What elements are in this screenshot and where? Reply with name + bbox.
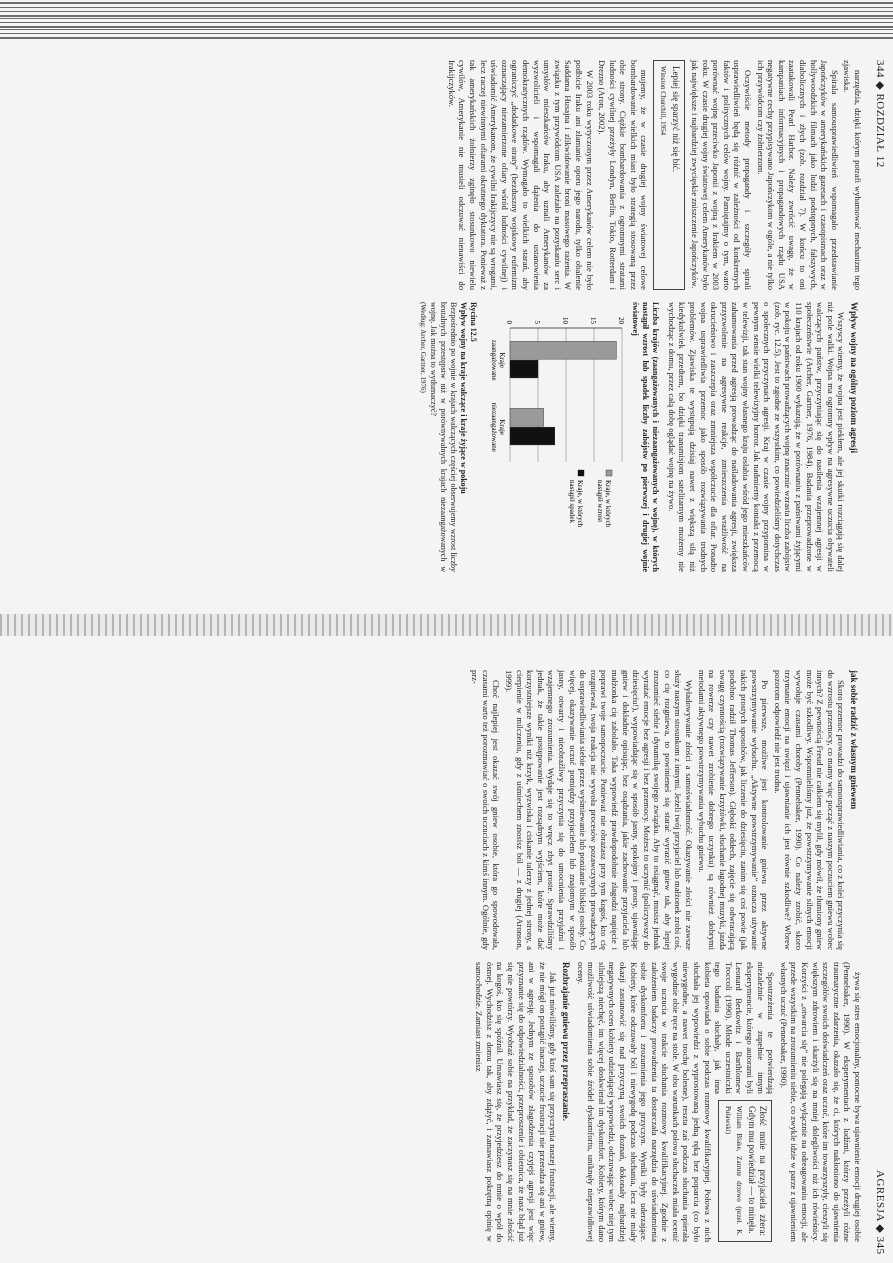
paragraph: mujemy, że w czasie drugiej wojny światowej celowe bombardowanie wielkich miast było strategią stosowaną przez obie strony. Ciężkie bombardowania z ogromnymi stratami ludności cywilnej przeżyły Londyn, Berlin, Tokio, Rotterdam i Drezno (Aron, 2002). [597,60,650,290]
scan-stripe [0,29,893,30]
scan-stripe [0,7,893,8]
legend-label: Kraje, w których [604,480,613,528]
epigraph-box [718,1100,772,1242]
figure-subtitle: Wpływ wojny na kraje walczące i kraje żyjące w pokoju [458,302,468,494]
paragraph: Spostrzeżenia te potwierdzają niezależnie w zupełnie innym eksperymencie, którego autorami byli Leonard Berkowitz i Barthlomew Troccoli (1990). Młode uczestniczki tego badania słuchały, jak inna kobieta opowiada o sobie podczas rozmowy kwalifikacyjnej. Połowa z nich słuchała jej wypowiedzi z wyprostowaną jedną ręką bez poparcia (co było niewygodne, a nawet trochę bolesne), reszta zaś podczas słuchania opierała wygodnie obie ręce na stole. W obu warunkach połowa słuchaczek miała ocenić swoje uczucia w trakcie słuchania rozmowy kwalifikacyjnej. Zgodnie z założeniem badaczy prowadzenia ta dostarczała narzędzia do uświadomienia sobie dyskomfortu i zrozumienia jego przyczyn. Wyniki były uderzające. Kobiety, które odczuwały ból i niewygodę podczas słuchania, lecz nie miały okazji zastanowić się nad przyczyną swoich doznań, dokonały najbardziej negatywnych ocen kobiety udzielającej wypowiedzi, odczuwając wobec niej tym silniejszą niechęć, im więcej doskwierał im dyskomfort. Kobiety, którym dano możliwość uświadomienia sobie źródeł dyskomfortu, uniknęły nieprawidłowej oceny. [575,962,777,1242]
bar [510,360,538,378]
legend-label: nastąpił wzrost [596,480,605,523]
column-2 [418,302,863,572]
y-tick-label: 5 [533,320,542,324]
paragraph: Wszyscy wiemy, że wojna jest piekłem, ale jej skutki rozciągają się dalej niż pole walki. Wojna ma ogromny wpływ na agresywne uczucia obywateli walczących państw, przyczyniając się do nasilenia wzajemnej agresji w społeczeństwie (Archer, Gartner, 1976, 1984). Badania przeprowadzone w 110 krajach od roku 1900 wykazują, że w porównaniu z państwami żyjącymi w pokoju w państwach prowadzących wojnę znacznie wzrasta liczba zabójstw (zob. ryc. 12.5). Jest to zgodne ze wszystkim, co powiedzieliśmy dotychczas o społecznych przyczynach agresji. Kraj w czasie wojny przypomina w pewnym sensie wielki telewizyjny horror. Jak nadmierny kontakt z przemocą w telewizji, tak stan wojny własnego kraju osłabia wśród jego mieszkańców zahamowania przed agresją prowadząc do naśladowania agresji, zwiększa przyzwolenie na agresywne reakcje, zmieszczenia wrażliwość na okrucieństwo i zaszczepia oraz zmniejsza współczucie dla ofiar. Ponadto wojna usprawiedliwia przemoc jako sposób rozwiązywania trudnych problemów. Zjawiska te występują dzisiaj nawet z większą siłą niż kiedykolwiek przedtem, bo dzięki transmisjom satelitarnym możemy nie wychodząc z domu, przez całą dobę oglądać wojnę na żywo. [666,302,847,572]
paragraph: Choć najlepiej jest okazać swój gniew osobie, która go spowodowała, czasami warto też porozmawiać o swoich uczuciach z kimś innym. Ogólnie, gdy prz- [470,670,502,950]
y-tick-label: 20 [617,317,626,324]
scan-stripe [0,11,893,12]
scan-stripe [0,22,893,23]
running-header: AGRESJA ◆ 345 [874,1170,886,1255]
book-gutter [0,614,893,636]
paragraph: W 2003 roku wytyczonym przez Amerykanów celem nie było podbicie Iraku ani złamanie oporu jego narodu, tylko obalenie Saddama Husajna i zlikwidowanie broni masowego rażenia. W związku z tym przywódcom USA zależało na pozyskaniu serc i umysłów mieszkańców Iraku, aby uznali Amerykanów za wyzwolicieli i wspomagali dążenia do ustanowienia demokratycznych rządów. Wymagało to wielkich starań, aby ograniczyć „dodatkowe straty” (bezduszny wojskowy eufemizm oznaczający niezamierzone ofiary wśród ludności cywilnej) i uświadomić Amerykanom, że cywilni Irakijczycy nie są wrogami, lecz raczej niewinnymi ofiarami okrutnego dyktatora. Ponieważ z tak amerykańskich żołnierzy zginęło stosunkowo niewielu cywilów, Amerykanie nie musieli odczuwać nienawiści do Irakijczyków. [446,60,595,290]
x-tick-label: niezaangażowane [490,402,499,452]
section-heading: jak sobie radzić z własnym gniewem [849,670,859,810]
paragraph: Wyładowywanie złości a samoświadomość. Okazywanie złości nie zawsze służy naszym stosunkom z innymi. Jeżeli twój przyjaciel lub małżonek zrobi coś, co cię rozgniewa, to powinieneś się starać wyrazić gniew tak, aby lepiej zrozumieć siebie i dynamikę swojego związku. Aby to osiągnąć, musisz jednak wyrażać emocje bez agresji i bez przemocy. Możesz to uczynić (policzywszy do dziesięciu!), wypowiadając się w sposób jasny, spokojny i prosty, ujawniając gniew i dokładnie opisując, bez osądzania, jakie zachowanie przyjaciela lub małżonka cię zabolało. Taka wypowiedź prawdopodobnie złagodzi napięcie i poprawi twoje samopoczucie. Ponieważ nie obrażasz przy tym kogoś, kto cię rozgniewał, twoja reakcja nie wywoła procesów pozawczynych prowadzących do usprawiedliwiania siebie przez wyśmiewanie lub poniżanie bliskiej osoby. Co więcej, okazywanie uczuć pomiędzy przyjacielem lub znajomym w sposób jasny, otwarty i nieobraźliwy przyczynia się do umocnienia przyjaźni i wzajemnego zrozumienia. Wydaje się to wręcz zbyt proste. Sprawdziliśmy jednak, że takie postępowanie jest rozsądnym wyjściem, które może dać korzystniejsze wyniki niż krzyk, wyzwiska i ciskanie talerzy z jednej strony, a cierpienie w milczeniu, gdy z uśmiechem znosisz ból — z drugiej (Aronson, 1999). [504,670,695,950]
y-tick-label: 10 [561,317,570,324]
epigraph-source: Winston Churchill, 1954 [659,66,668,136]
bar-chart [480,302,630,572]
bar [510,427,555,445]
scan-stripe [0,37,893,39]
x-tick-label: Kraje [498,419,507,435]
scan-stripe [0,18,893,19]
epigraph-source: William Blake, Zatrute drzewo (przeł. K. Puławski) [724,1106,744,1236]
paragraph: Oczywiście metody propagandy i szczegóły spirali usprawiedliwień będą się różnić w zależności od konkretnych faktów i politycznych celów wojny. Pamiętajmy o tym, warto porównać wojnę przeciwko Japonii z wojną z Irakiem w 2003 roku. W czasie drugiej wojny światowej celem Amerykanów było jak największe i najbardziej zwycięskie zniszczenie Japończyków. [690,60,754,290]
section-heading: Rozbrajanie gniewu przez przepraszanie. [560,962,571,1121]
scan-stripe [0,26,893,28]
epigraph-text: Złość mnie na przyjaciela zżera: Gdym mu powiedział — to minęła. [747,1106,769,1236]
bar [510,408,544,426]
legend-swatch [606,470,612,476]
page-344 [0,40,893,600]
x-tick-label: zaangażowane [490,339,499,381]
scan-stripe [0,33,893,34]
legend-label: Kraje, w których [576,480,585,528]
figure-body: Bezpośrednio po wojnie w krajach walczących częściej obserwujemy wzrost liczby brutalnych przestępstw niż w porównywalnych krajach niezaangażowanych w wojnę. Jak można to wytłumaczyć? [428,302,458,572]
running-header: 344 ◆ ROZDZIAŁ 12 [874,60,886,168]
figure-title: Liczba krajów (zaangażowanych i niezaangażowanych w wojnę), w których nastąpił wzrost lub spadek liczby zabójstw po pierwszej i drugiej wojnie światowej [631,302,661,572]
bar [510,341,616,359]
x-tick-label: Kraje [498,352,507,368]
scan-stripe [0,15,893,17]
section-heading: Wpływ wojny na ogólny poziom agresji [849,302,859,454]
paragraph: Jak już mówiliśmy, gdy ktoś sam się przyczynia naszej frustracji, ale wiemy, że nie mógł on postąpić inaczej, uczucie frustracji nie przeradza się ani w gniew, ani w agresję. Jednym ze sposobów złagodzenia czyjejś agresji jest więc przyznanie się do odpowiedzialności, przeproszenie i obietnica, że nasz błąd już się nie powtórzy. Wyobraź sobie na przykład, że zaczynasz się na mnie złościć na kogoś, kto się spóźnił. Umawiasz się, że przyjedziesz do mnie o wpół do ósmej. Wychodzisz z domu tak, aby zdążyć, i zamawiasz pokrętną opinię w samochodzie. Zamiast zmienisz [474,962,559,1242]
paragraph: Spirala samousprawiedliwień wspomagało przedstawianie Japończyków w amerykańskich gazetach i czasopismach oraz w hollywoodzkich filmach jako ludzi podstępnych, fałszywych, diabolicznych i złych (zob. rozdział 7). W końcu to oni zaatakowali Pearl Harbor. Należy zwrócić uwagę, że w kampaniach informacyjnych i propagandowych rządu USA negatywne cechy przypisywano Japończykom w ogóle, a nie tylko ich przywódcom czy żołnierzom. [755,60,840,290]
legend-swatch [578,470,584,476]
y-tick-label: 0 [505,320,514,324]
paragraph: Po pierwsze, możliwe jest kontrolowanie gniewu przez aktywne powstrzymywanie wybuchu. „Aktywne powstrzymywanie” oznacza używanie takich prostych sposobów, jak liczenie do dziesięciu, zanim się coś powie (jak podobno radził Thomas Jefferson). Głęboki oddech, zajęcie się odwracającą uwagę czynnością (rozwiązywanie krzyżówki, słuchanie łagodnej muzyki, jazda na rowerze czy nawet zrobienie dobrego uczynku) są również dobrymi metodami aktywnego powstrzymywania wybuchu gniewu. [696,670,771,950]
y-tick-label: 15 [589,317,598,324]
scan-stripe [0,2,893,4]
epigraph-box [654,60,686,290]
paragraph: Skoro przemoc prowadzi do samousprawiedliwiania, co z kolei przyczynia się do wzrostu przemocy, co mamy więc począć z naszym poczuciem gniewu wobec innych? Z pewnością Freud nie całkiem się mylił, gdy mówił, że tłumiony gniew może być szkodliwy. Wspomnieliśmy już, że powstrzymywanie silnych emocji wywołuje czasami choroby (Pennebaker, 1990). Co należy zrobić, skoro trzymanie emocji na uwięzi i ujawnianie ich jest równie szkodliwe? Wbrew pozorom odpowiedź nie jest trudna. [772,670,847,950]
epigraph-text: Lepiej się sparzyć niż się bić. [671,66,682,172]
paragraph: narzędzia, dzięki którym potrafi wyhamować mechanizm tego zjawiska. [842,60,863,290]
figure-source: (Według: Archer, Gartner, 1976) [418,302,427,393]
legend-label: nastąpił spadek [568,480,577,523]
column-1 [444,60,863,290]
figure-12-5 [418,302,661,572]
page-345 [0,650,893,1260]
figure-number: Rycina 12.5 [468,302,478,342]
column-2 [472,962,863,1242]
paragraph: żywa się stres emocjonalny, pomocne bywa ujawnienie emocji drugiej osobie (Pennebaker, 1990). W eksperymentach z ludźmi, którzy przeżyli różne traumatyczne zdarzenia, okazało się, że ci, których nakłoniono do ujawnienia szczegółów swoich doświadczeń oraz uczuć, które im towarzyszyły, cieszyli się większym zdrowiem i skarżyli się na mniej dolegliwości niż ich rówieśnicy. Korzyści z „otwarcia się” nie polegają wyłącznie na odreagowaniu emocji, ale przede wszystkim na zrozumieniu siebie, co zwykle idzie w parze z ujawnieniem własnych uczuć (Pennebaker, 1990). [778,962,863,1242]
column-1 [468,670,863,950]
